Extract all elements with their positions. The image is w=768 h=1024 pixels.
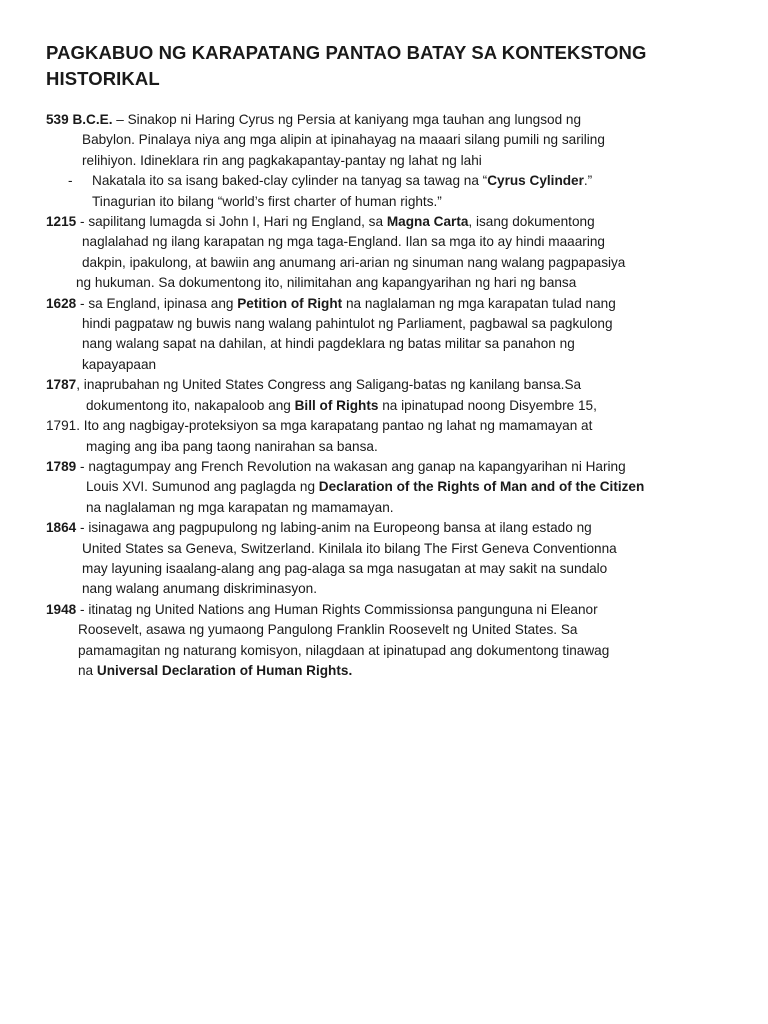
entry-year: 539 B.C.E. — [46, 112, 113, 127]
entry-line: Babylon. Pinalaya niya ang mga alipin at ipinahayag na maaari silang pumili ng sariling — [82, 132, 605, 148]
entry-line: United States sa Geneva, Switzerland. Kinilala ito bilang The First Geneva Conventionna — [82, 540, 617, 556]
entry-line: kapayapaan — [82, 356, 157, 372]
entry-539-bce — [46, 110, 728, 212]
bullet-continuation: Tinagurian ito bilang “world’s first charter of human rights.” — [92, 193, 442, 209]
bullet-item: - Nakatala ito sa isang baked-clay cylinder na tanyag sa tawag na “Cyrus Cylinder.” — [46, 171, 728, 191]
emphasis: Declaration of the Rights of Man and of the Citizen — [318, 479, 645, 495]
page-title: PAGKABUO NG KARAPATANG PANTAO BATAY SA KONTEKSTONG HISTORIKAL — [46, 42, 647, 89]
emphasis: Cyrus Cylinder — [487, 173, 584, 189]
entry-1948 — [46, 600, 728, 682]
entry-line: 1215 - sapilitang lumagda si John I, Hari ng England, sa Magna Carta, isang dokumentong — [46, 214, 595, 230]
entry-line: Roosevelt, asawa ng yumaong Pangulong Franklin Roosevelt ng United States. Sa — [78, 622, 578, 638]
entry-1864 — [46, 518, 728, 600]
entry-line: 1787, inaprubahan ng United States Congress ang Saligang-batas ng kanilang bansa.Sa — [46, 377, 582, 393]
entry-line: nang walang anumang diskriminasyon. — [82, 581, 318, 597]
entry-line: 1791. Ito ang nagbigay-proteksiyon sa mga karapatang pantao ng lahat ng mamamayan at — [46, 418, 593, 434]
entry-line: 1864 - isinagawa ang pagpupulong ng labing-anim na Europeong bansa at ilang estado ng — [46, 520, 592, 536]
entry-year: 1948 — [46, 601, 77, 617]
document-body — [46, 110, 728, 681]
entry-line: relihiyon. Idineklara rin ang pagkakapantay-pantay ng lahat ng lahi — [82, 152, 482, 168]
entry-line: hindi pagpataw ng buwis nang walang pahintulot ng Parliament, pagbawal sa pagkulong — [82, 316, 613, 332]
entry-year: 1628 — [46, 295, 77, 311]
emphasis: Bill of Rights — [294, 397, 379, 413]
entry-line: Louis XVI. Sumunod ang paglagda ng Declaration of the Rights of Man and of the Citizen — [86, 479, 645, 495]
entry-line: na naglalaman ng mga karapatan ng mamamayan. — [86, 499, 394, 515]
entry-line: 1948 - itinatag ng United Nations ang Human Rights Commissionsa pangunguna ni Eleanor — [46, 601, 598, 617]
entry-year: 1215 — [46, 214, 77, 230]
entry-1789 — [46, 457, 728, 518]
entry-line: may layuning isaalang-alang ang pag-alaga sa mga nasugatan at may sakit na sundalo — [82, 560, 608, 576]
entry-line: pamamagitan ng naturang komisyon, nilagdaan at ipinatupad ang dokumentong tinawag — [78, 642, 610, 658]
entry-year: 1789 — [46, 458, 77, 474]
entry-year: 1864 — [46, 520, 77, 536]
entry-line: 1628 - sa England, ipinasa ang Petition of Right na naglalaman ng mga karapatan tulad nang — [46, 295, 616, 311]
emphasis: Magna Carta — [386, 214, 469, 230]
entry-1787 — [46, 375, 728, 457]
entry-line: nang walang sapat na dahilan, at hindi pagdeklara ng batas militar sa panahon ng — [82, 336, 575, 352]
bullet-dash: - — [68, 173, 73, 189]
entry-line: maging ang iba pang taong nanirahan sa bansa. — [86, 438, 378, 454]
emphasis: Universal Declaration of Human Rights. — [96, 662, 353, 678]
emphasis: Petition of Right — [237, 295, 343, 311]
entry-1215 — [46, 212, 728, 294]
entry-line: na Universal Declaration of Human Rights. — [78, 662, 353, 678]
entry-line: ng hukuman. Sa dokumentong ito, nilimitahan ang kapangyarihan ng hari ng bansa — [76, 275, 577, 291]
entry-line: dakpin, ipakulong, at bawiin ang anumang ari-arian ng sinuman nang walang pagpapasiya — [82, 254, 626, 270]
entry-1628 — [46, 294, 728, 376]
entry-line: dokumentong ito, nakapaloob ang Bill of Rights na ipinatupad noong Disyembre 15, — [86, 397, 597, 413]
entry-line: 1789 - nagtagumpay ang French Revolution na wakasan ang ganap na kapangyarihan ni Haring — [46, 458, 626, 474]
entry-line: 539 B.C.E. – Sinakop ni Haring Cyrus ng Persia at kaniyang mga tauhan ang lungsod ng — [46, 112, 582, 127]
entry-line: naglalahad ng ilang karapatan ng mga taga-England. Ilan sa mga ito ay hindi maaaring — [82, 234, 605, 250]
entry-year: 1787 — [46, 377, 77, 393]
